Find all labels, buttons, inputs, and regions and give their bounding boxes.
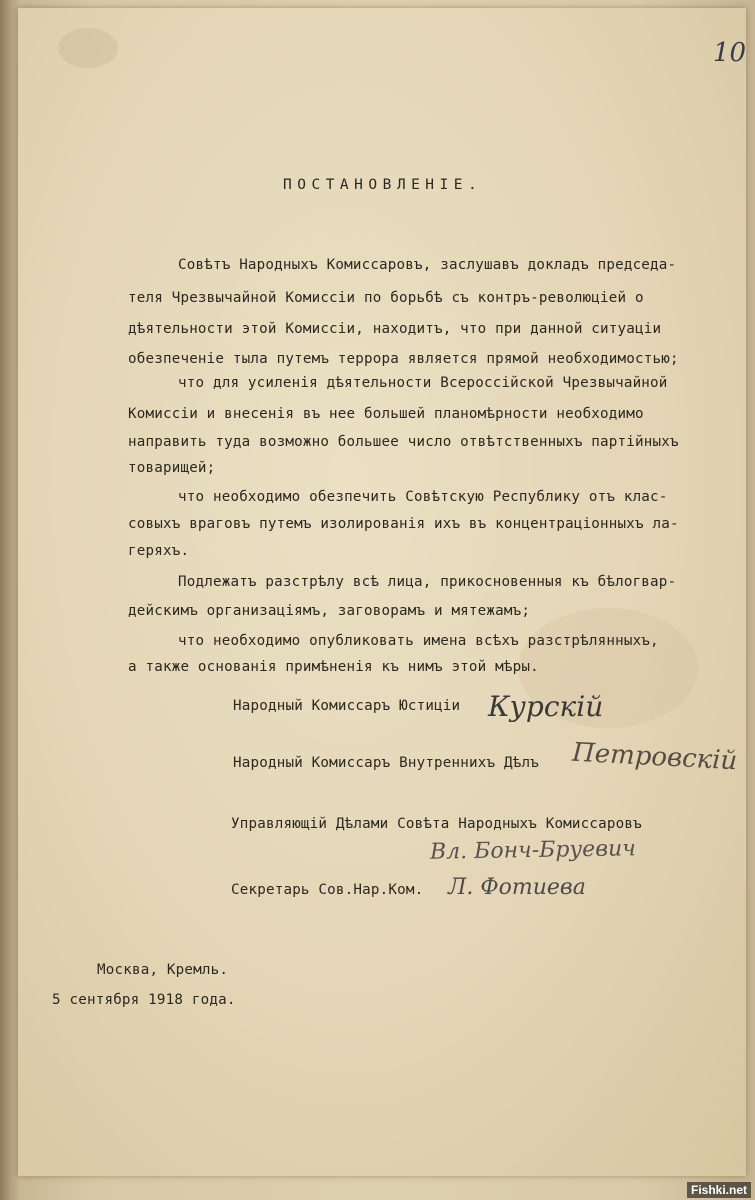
- signature: Вл. Бонч-Бруевич: [429, 836, 637, 865]
- body-line: а также основанія примѣненія къ нимъ этой мѣры.: [128, 659, 539, 675]
- body-line: Комиссіи и внесенія въ нее большей планомѣрности необходимо: [128, 406, 644, 422]
- page-number: 10: [713, 38, 747, 68]
- body-line: теля Чрезвычайной Комиссіи по борьбѣ съ контръ-революціей о: [128, 290, 644, 306]
- signature: Петровскій: [571, 737, 738, 777]
- signatory-title: Управляющій Дѣлами Совѣта Народныхъ Комиссаровъ: [231, 816, 642, 832]
- body-line: геряхъ.: [128, 543, 190, 559]
- document-title: ПОСТАНОВЛЕНІЕ.: [283, 177, 483, 193]
- signature: Курскій: [488, 690, 604, 723]
- body-line: что необходимо обезпечить Совѣтскую Республику отъ клас-: [178, 489, 668, 505]
- watermark-logo: Fishki.net: [687, 1182, 751, 1198]
- body-line: направить туда возможно большее число отвѣтственныхъ партійныхъ: [128, 434, 679, 450]
- body-line: совыхъ враговъ путемъ изолированія ихъ въ концентраціонныхъ ла-: [128, 516, 679, 532]
- body-line: обезпеченіе тыла путемъ террора является прямой необходимостью;: [128, 351, 679, 367]
- body-line: Подлежатъ разстрѣлу всѣ лица, прикосновенныя къ бѣлогвар-: [178, 574, 677, 590]
- body-line: Совѣтъ Народныхъ Комиссаровъ, заслушавъ докладъ председа-: [178, 257, 677, 273]
- body-line: дѣятельности этой Комиссіи, находитъ, что при данной ситуаціи: [128, 321, 662, 337]
- signatory-title: Секретарь Сов.Нар.Ком.: [231, 882, 424, 898]
- signatory-title: Народный Комиссаръ Юстиціи: [233, 698, 461, 714]
- signatory-title: Народный Комиссаръ Внутреннихъ Дѣлъ: [233, 755, 539, 771]
- place: Москва, Кремль.: [97, 962, 229, 978]
- date: 5 сентября 1918 года.: [52, 992, 236, 1008]
- paper-stain: [58, 28, 118, 68]
- body-line: что для усиленія дѣятельности Всероссійской Чрезвычайной: [178, 375, 668, 391]
- body-line: что необходимо опубликовать имена всѣхъ разстрѣлянныхъ,: [178, 633, 659, 649]
- signature: Л. Фотиева: [448, 875, 586, 900]
- body-line: дейскимъ организаціямъ, заговорамъ и мятежамъ;: [128, 603, 531, 619]
- body-line: товарищей;: [128, 460, 216, 476]
